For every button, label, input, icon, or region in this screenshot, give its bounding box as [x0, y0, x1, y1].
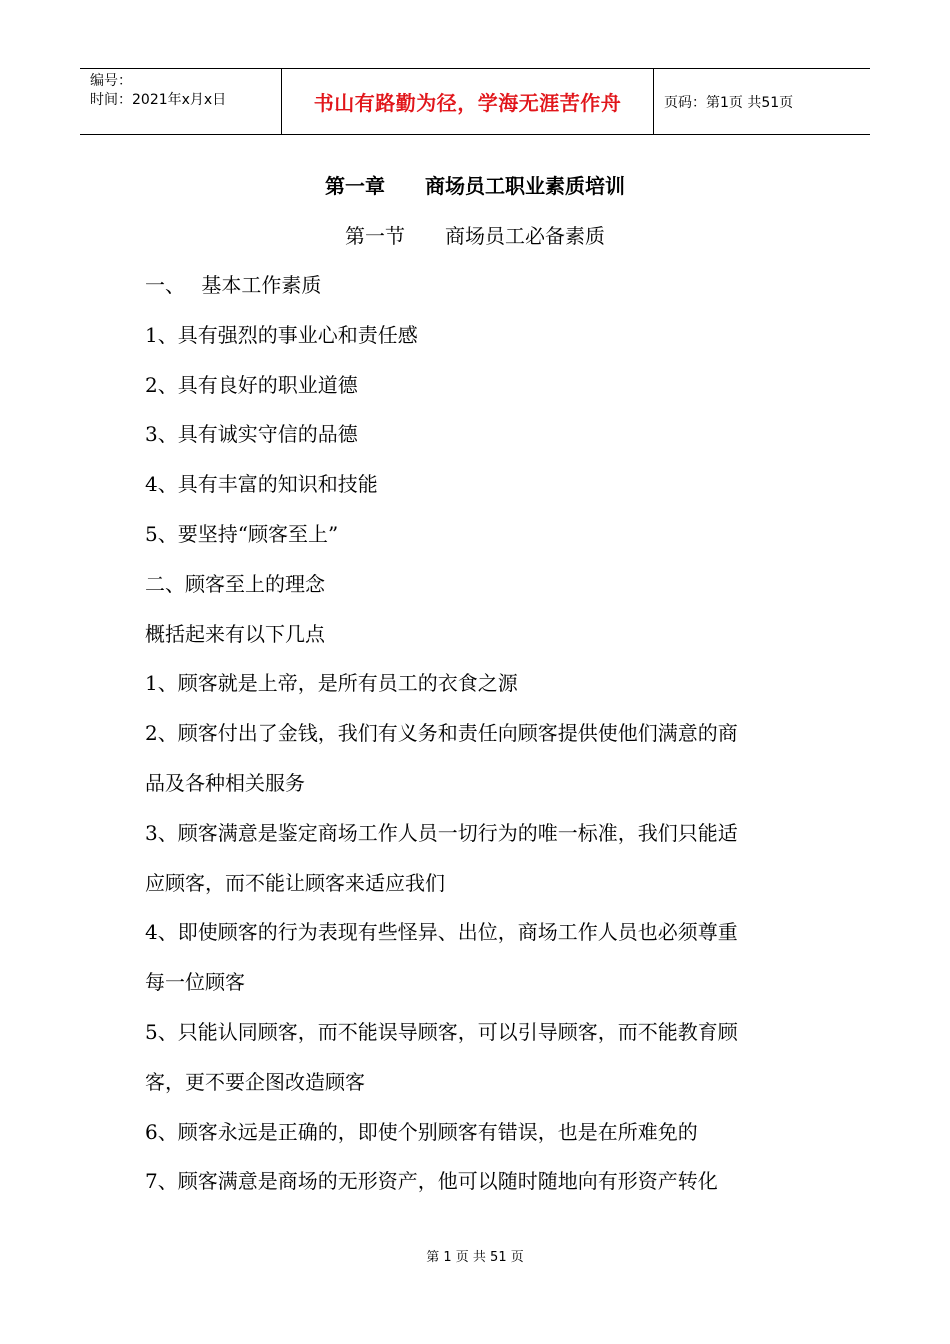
page-header	[80, 68, 870, 135]
text-line: 2、顾客付出了金钱，我们有义务和责任向顾客提供使他们满意的商	[145, 721, 738, 746]
text-line: 4、即使顾客的行为表现有些怪异、出位，商场工作人员也必须尊重	[145, 920, 738, 945]
text-line: 2、具有良好的职业道德	[145, 372, 358, 397]
text-line: 7、顾客满意是商场的无形资产，他可以随时随地向有形资产转化	[145, 1169, 718, 1194]
text-line: 5、要坚持“顾客至上”	[145, 521, 339, 546]
section-title: 第一节 商场员工必备素质	[345, 224, 605, 248]
text-line: 应顾客，而不能让顾客来适应我们	[145, 870, 445, 895]
text-line: 3、具有诚实守信的品德	[145, 422, 358, 447]
header-meta	[80, 69, 282, 134]
header-motto: 书山有路勤为径，学海无涯苦作舟	[282, 69, 654, 134]
text-line: 一、 基本工作素质	[145, 273, 322, 297]
text-line: 5、只能认同顾客，而不能误导顾客，可以引导顾客，而不能教育顾	[145, 1019, 738, 1044]
text-line: 4、具有丰富的知识和技能	[145, 472, 378, 497]
date-label: 时间：2021年x月x日	[90, 92, 227, 108]
chapter-title: 第一章 商场员工职业素质培训	[325, 174, 625, 198]
number-label: 编号：	[90, 73, 132, 89]
text-line: 概括起来有以下几点	[145, 621, 325, 646]
header-page-info: 页码：第1页 共51页	[664, 94, 794, 111]
text-line: 客，更不要企图改造顾客	[145, 1069, 365, 1094]
text-line: 二、顾客至上的理念	[145, 571, 325, 596]
text-line: 1、顾客就是上帝，是所有员工的衣食之源	[145, 671, 518, 696]
page-footer: 第 1 页 共 51 页	[426, 1250, 524, 1265]
text-line: 3、顾客满意是鉴定商场工作人员一切行为的唯一标准，我们只能适	[145, 820, 738, 845]
text-line: 1、具有强烈的事业心和责任感	[145, 322, 418, 347]
text-line: 6、顾客永远是正确的，即使个别顾客有错误，也是在所难免的	[145, 1119, 698, 1144]
text-line: 品及各种相关服务	[145, 770, 305, 795]
text-line: 每一位顾客	[145, 970, 245, 995]
body-text	[145, 270, 815, 1216]
